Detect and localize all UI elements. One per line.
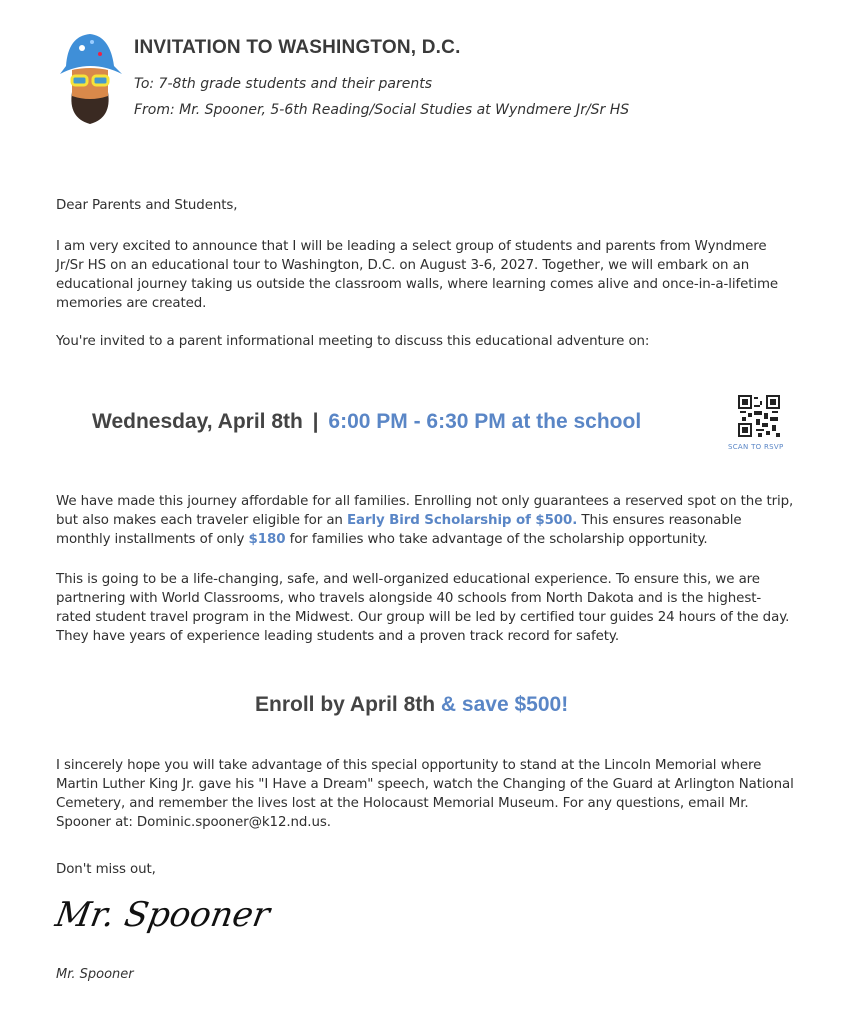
enroll-deadline: Enroll by April 8th — [255, 693, 436, 716]
greeting: Dear Parents and Students, — [56, 198, 238, 213]
installment-highlight: $180 — [248, 532, 286, 547]
text: We have made this journey affordable for all families. Enrolling not only guarantees a reserved spot on the trip, but also makes each traveler eligible for an — [56, 494, 794, 528]
text: for families who take advantage of the scholarship opportunity. — [285, 532, 708, 547]
meeting-date: Wednesday, April 8th — [92, 410, 303, 433]
meeting-time: 6:00 PM - 6:30 PM at the school — [328, 410, 642, 433]
document-title: INVITATION TO WASHINGTON, D.C. — [134, 37, 461, 58]
separator: | — [312, 410, 319, 433]
signature: Mr. Spooner — [52, 895, 273, 935]
logo-avatar — [52, 30, 128, 125]
enroll-savings: & save $500! — [440, 693, 569, 716]
affordability-paragraph — [56, 492, 796, 549]
qr-label: SCAN TO RSVP — [728, 443, 784, 451]
text: This ensures reasonable monthly installments of only — [56, 513, 742, 547]
sender-line: From: Mr. Spooner, 5-6th Reading/Social Studies at Wyndmere Jr/Sr HS — [134, 102, 630, 118]
recipient-line: To: 7-8th grade students and their parents — [134, 76, 433, 92]
safety-paragraph: This is going to be a life-changing, safe, and well-organized educational experience. To ensure this, we are partnering with World Classrooms, who travels alongside 40 schools from North Dakota and is the highest-rated student travel program in the Midwest. Our group will be led by certified tour guides 24 hours of the day. They have years of experience leading students and a proven track record for safety. — [56, 572, 790, 644]
closing-line: Don't miss out, — [56, 862, 156, 877]
intro-paragraph: I am very excited to announce that I will be leading a select group of students and parents from Wyndmere Jr/Sr HS on an educational tour to Washington, D.C. on August 3-6, 2027. Together, we will embark on an educational journey taking us outside the classroom walls, where learning comes alive and once-in-a-lifetime memories are created. — [56, 239, 779, 311]
closing-paragraph: I sincerely hope you will take advantage of this special opportunity to stand at the Lincoln Memorial where Martin Luther King Jr. gave his "I Have a Dream" speech, watch the Changing of the Guard at Arlington National Cemetery, and remember the lives lost at the Holocaust Memorial Museum. For any questions, email Mr. Spooner at: Dominic.spooner@k12.nd.us. — [56, 758, 794, 830]
invite-paragraph: You're invited to a parent informational meeting to discuss this educational adventure on: — [56, 334, 650, 349]
scholarship-highlight: Early Bird Scholarship of $500. — [346, 513, 578, 528]
meeting-heading — [92, 410, 641, 434]
enroll-heading — [255, 693, 568, 717]
signer-name: Mr. Spooner — [56, 967, 134, 982]
rsvp-qr-code[interactable] — [738, 395, 780, 437]
